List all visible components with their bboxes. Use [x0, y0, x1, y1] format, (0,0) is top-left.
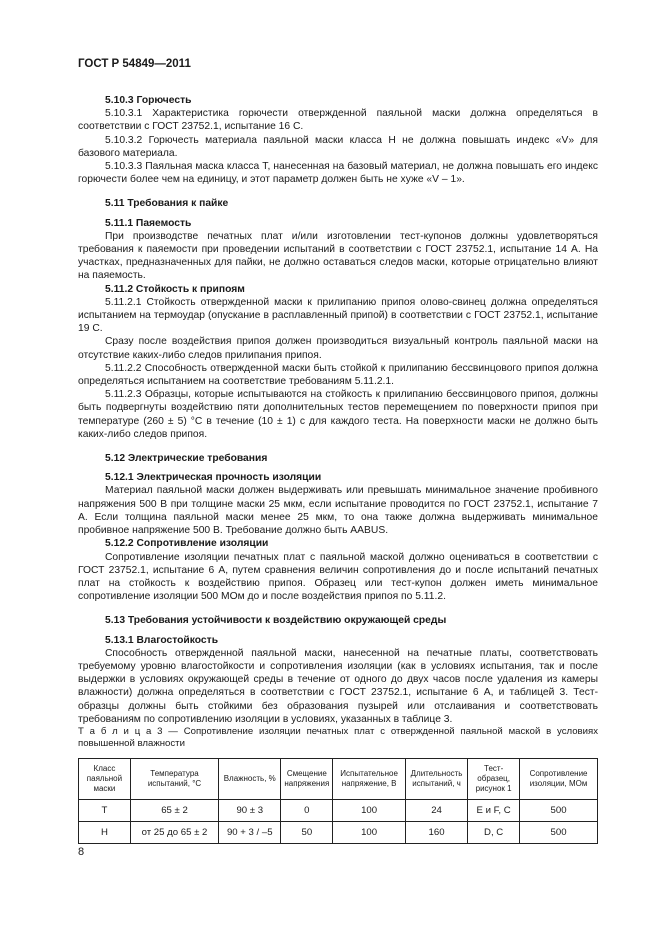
table-cell: Т [79, 799, 131, 821]
paragraph: Материал паяльной маски должен выдерживать или превышать минимальное значение пробивного напряжения 500 В при толщине маски 25 мкм, если испытание проводится по ГОСТ 23752.1, испытание 7 А. Если толщина паяльной маски менее 25 мкм, то она также должна выдерживать минимальное пробивное напряжение 500 В. Требование должно быть AABUS. [78, 485, 598, 537]
section-heading: 5.13.1 Влагостойкость [105, 634, 219, 646]
section-heading: 5.12 Электрические требования [105, 453, 268, 465]
spacer [78, 186, 598, 197]
section-heading: 5.11.2 Стойкость к припоям [105, 283, 245, 295]
column-header: Класс паяльной маски [79, 758, 131, 799]
table-cell: 50 [281, 821, 333, 843]
table-row [79, 799, 598, 821]
table-cell: 24 [405, 799, 467, 821]
table-cell: 90 + 3 / –5 [219, 821, 281, 843]
section-heading: 5.12.2 Сопротивление изоляции [105, 538, 269, 550]
table-cell: D, C [468, 821, 520, 843]
column-header: Температура испытаний, °С [130, 758, 218, 799]
document-body [78, 94, 598, 844]
table-cell: Н [79, 821, 131, 843]
section-heading: 5.13 Требования устойчивости к воздействию окружающей среды [105, 615, 447, 627]
table-cell: 500 [520, 799, 598, 821]
column-header: Смещение напряжения [281, 758, 333, 799]
table-cell: 500 [520, 821, 598, 843]
table-cell: 100 [333, 821, 406, 843]
column-header: Сопротивление изоляции, МОм [520, 758, 598, 799]
section-heading: 5.11.1 Паяемость [105, 217, 192, 229]
column-header: Влажность, % [219, 758, 281, 799]
section-heading: 5.10.3 Горючесть [105, 95, 192, 106]
paragraph: Способность отвержденной паяльной маски, нанесенной на печатные платы, соответствовать требуемому уровню влагостойкости и сопротивления изоляции (как в условиях испытания, так и после выдержки в условиях окружающей среды в течение от одного до двух часов после удаления из камеры влажности) должна определяться в соответствии с ГОСТ 23752.1, испытание 6 А, и таблицей 3. Тест-образцы должны быть стойкими без образования пузырей или отслаивания и соответствовать требованиям по сопротивлению изоляции в условиях, указанных в таблице 3. [78, 647, 598, 725]
paragraph: 5.11.2.3 Образцы, которые испытываются на стойкость к прилипанию бессвинцового припоя, должны быть подвергнуты воздействию пяти дополнительных тестов перемещением по поверхности припоя при температуре (260 ± 5) °С в течение (10 ± 1) с для каждого теста. На поверхности маски не должно быть каких-либо следов припоя. [78, 389, 598, 440]
table-cell: 90 ± 3 [219, 799, 281, 821]
paragraph: 5.10.3.3 Паяльная маска класса Т, нанесенная на базовый материал, не должна повышать его индекс горючести более чем на единицу, и этот параметр должен быть не хуже «V – 1». [78, 161, 598, 186]
paragraph: 5.10.3.2 Горючесть материала паяльной маски класса Н не должна повышать индекс «V» для базового материала. [78, 134, 598, 159]
paragraph: Сразу после воздействия припоя должен производиться визуальный контроль паяльной маски на отсутствие каких-либо следов прилипания припоя. [78, 336, 598, 361]
table-cell: Е и F, С [468, 799, 520, 821]
paragraph: При производстве печатных плат и/или изготовлении тест-купонов должны удовлетворяться требования к паяемости при проведении испытаний в соответствии с ГОСТ 23752.1, испытание 14 А. На участках, предназначенных для пайки, не должно оставаться следов маски, которые отрицательно влияют на паяемость. [78, 230, 598, 282]
table-row [79, 821, 598, 843]
table-cell: от 25 до 65 ± 2 [130, 821, 218, 843]
column-header: Длительность испытаний, ч [405, 758, 467, 799]
paragraph: 5.11.2.1 Стойкость отвержденной маски к прилипанию припоя олово-свинец должна определяться испытанием на термоудар (опускание в расплавленный припой) в соответствии с ГОСТ 23752.1, испытание 19 С. [78, 296, 598, 335]
paragraph: 5.11.2.2 Способность отвержденной маски быть стойкой к прилипанию бессвинцового припоя должна определяться испытанием на соответствие требованиям 5.11.2.1. [78, 362, 598, 388]
table-caption: Т а б л и ц а 3 — Сопротивление изоляции печатных плат с отвержденной паяльной маской в условиях повышенной влажности [78, 725, 598, 749]
column-header: Тест-образец, рисунок 1 [468, 758, 520, 799]
column-header: Испытательное напряжение, В [333, 758, 406, 799]
section-heading: 5.12.1 Электрическая прочность изоляции [105, 472, 322, 484]
table-3 [78, 758, 598, 844]
spacer [78, 441, 598, 452]
table-cell: 160 [405, 821, 467, 843]
table-cell: 0 [281, 799, 333, 821]
paragraph: 5.10.3.1 Характеристика горючести отвержденной паяльной маски должна определяться в соответствии с ГОСТ 23752.1, испытание 16 С. [78, 108, 598, 133]
page-number: 8 [78, 846, 85, 858]
table-cell: 65 ± 2 [130, 799, 218, 821]
spacer [78, 603, 598, 614]
table-cell: 100 [333, 799, 406, 821]
document-header: ГОСТ Р 54849—2011 [78, 58, 191, 70]
table-header-row [79, 758, 598, 799]
section-heading: 5.11 Требования к пайке [105, 198, 229, 210]
paragraph: Сопротивление изоляции печатных плат с паяльной маской должно оцениваться в соответствии с ГОСТ 23752.1, испытание 6 А, путем сравнения величин сопротивления до и после испытаний печатных плат на стойкость к воздействию припоя. Образец или тест-купон должен иметь минимальное сопротивление изоляции 500 МОм до и после воздействия припоя по 5.11.2. [78, 551, 598, 603]
